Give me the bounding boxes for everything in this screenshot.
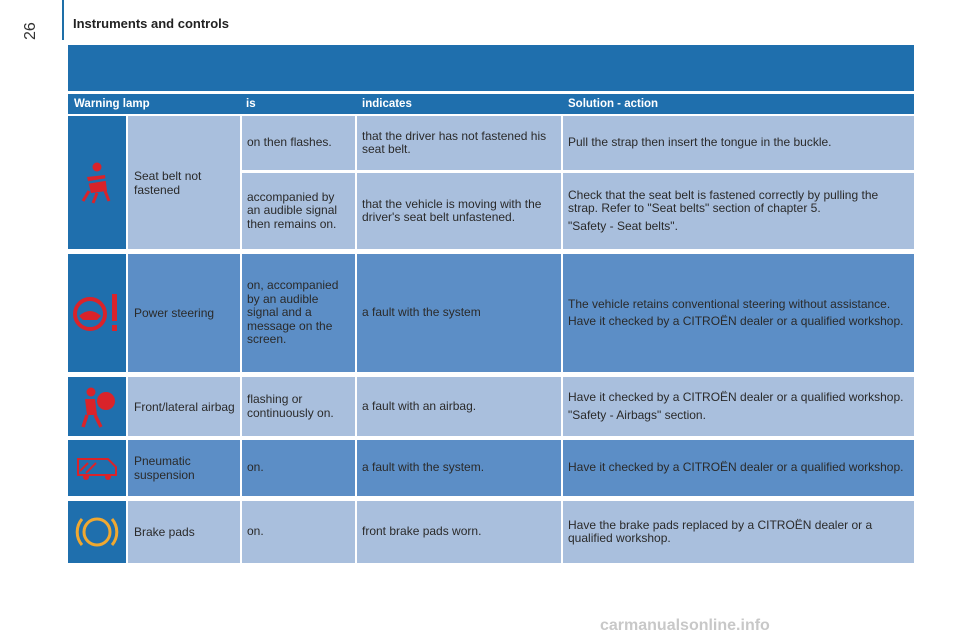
header-is: is	[246, 98, 256, 110]
margin-rule	[62, 0, 64, 40]
lamp-name: Brake pads	[134, 525, 195, 539]
table-group-brake-pads	[68, 501, 914, 563]
solution-cell: The vehicle retains conventional steering without assistance. Have it checked by a CITROËN dealer or a qualified workshop.	[568, 296, 904, 328]
is-cell: on, accompanied by an audible signal and a message on the screen.	[247, 278, 339, 347]
steering-wheel-warning-icon	[68, 254, 126, 372]
is-cell: on.	[247, 524, 264, 539]
airbag-icon	[68, 377, 126, 436]
brake-pads-icon	[68, 501, 126, 563]
solution-cell: Check that the seat belt is fastened correctly by pulling the strap. Refer to "Seat belts" section of chapter 5. "Safety - Seat belts".	[568, 187, 879, 233]
page-number: 26	[22, 22, 39, 40]
indicates-cell: that the vehicle is moving with the driver's seat belt unfastened.	[362, 196, 542, 224]
indicates-cell: that the driver has not fastened his seat belt.	[362, 128, 547, 156]
seat-belt-icon	[68, 116, 126, 249]
lamp-name: Front/lateral airbag	[134, 399, 235, 414]
solution-cell: Have it checked by a CITROËN dealer or a qualified workshop. "Safety - Airbags" section.	[568, 390, 904, 422]
indicates-cell: a fault with an airbag.	[362, 398, 477, 413]
table-group-airbag	[68, 377, 914, 436]
indicates-cell: a fault with the system.	[362, 460, 485, 475]
pneumatic-suspension-icon	[68, 440, 126, 496]
header-solution: Solution - action	[568, 98, 659, 110]
indicates-cell: front brake pads worn.	[362, 524, 482, 539]
watermark: carmanualsonline.info	[600, 617, 770, 634]
solution-cell: Have it checked by a CITROËN dealer or a qualified workshop.	[568, 460, 904, 475]
is-cell: accompanied by an audible signal then remains on.	[247, 189, 338, 231]
lamp-name: Power steering	[134, 306, 215, 320]
header-indicates: indicates	[362, 98, 412, 110]
indicates-cell: a fault with the system	[362, 305, 481, 320]
header-warning-lamp: Warning lamp	[74, 98, 150, 110]
table-header	[68, 94, 914, 114]
solution-cell: Have the brake pads replaced by a CITROËN dealer or a qualified workshop.	[568, 517, 873, 545]
table-group-power-steering	[68, 254, 914, 372]
lamp-name: Seat belt not fastened	[134, 168, 202, 197]
solution-cell: Pull the strap then insert the tongue in the buckle.	[568, 135, 832, 150]
is-cell: on.	[247, 460, 264, 475]
is-cell: on then flashes.	[247, 135, 332, 150]
table-banner	[68, 45, 914, 91]
table-group-pneumatic-suspension	[68, 440, 914, 496]
table-group-seat-belt	[68, 116, 914, 249]
lamp-name: Pneumatic suspension	[134, 454, 195, 482]
section-title: Instruments and controls	[73, 16, 230, 31]
is-cell: flashing or continuously on.	[247, 392, 334, 420]
